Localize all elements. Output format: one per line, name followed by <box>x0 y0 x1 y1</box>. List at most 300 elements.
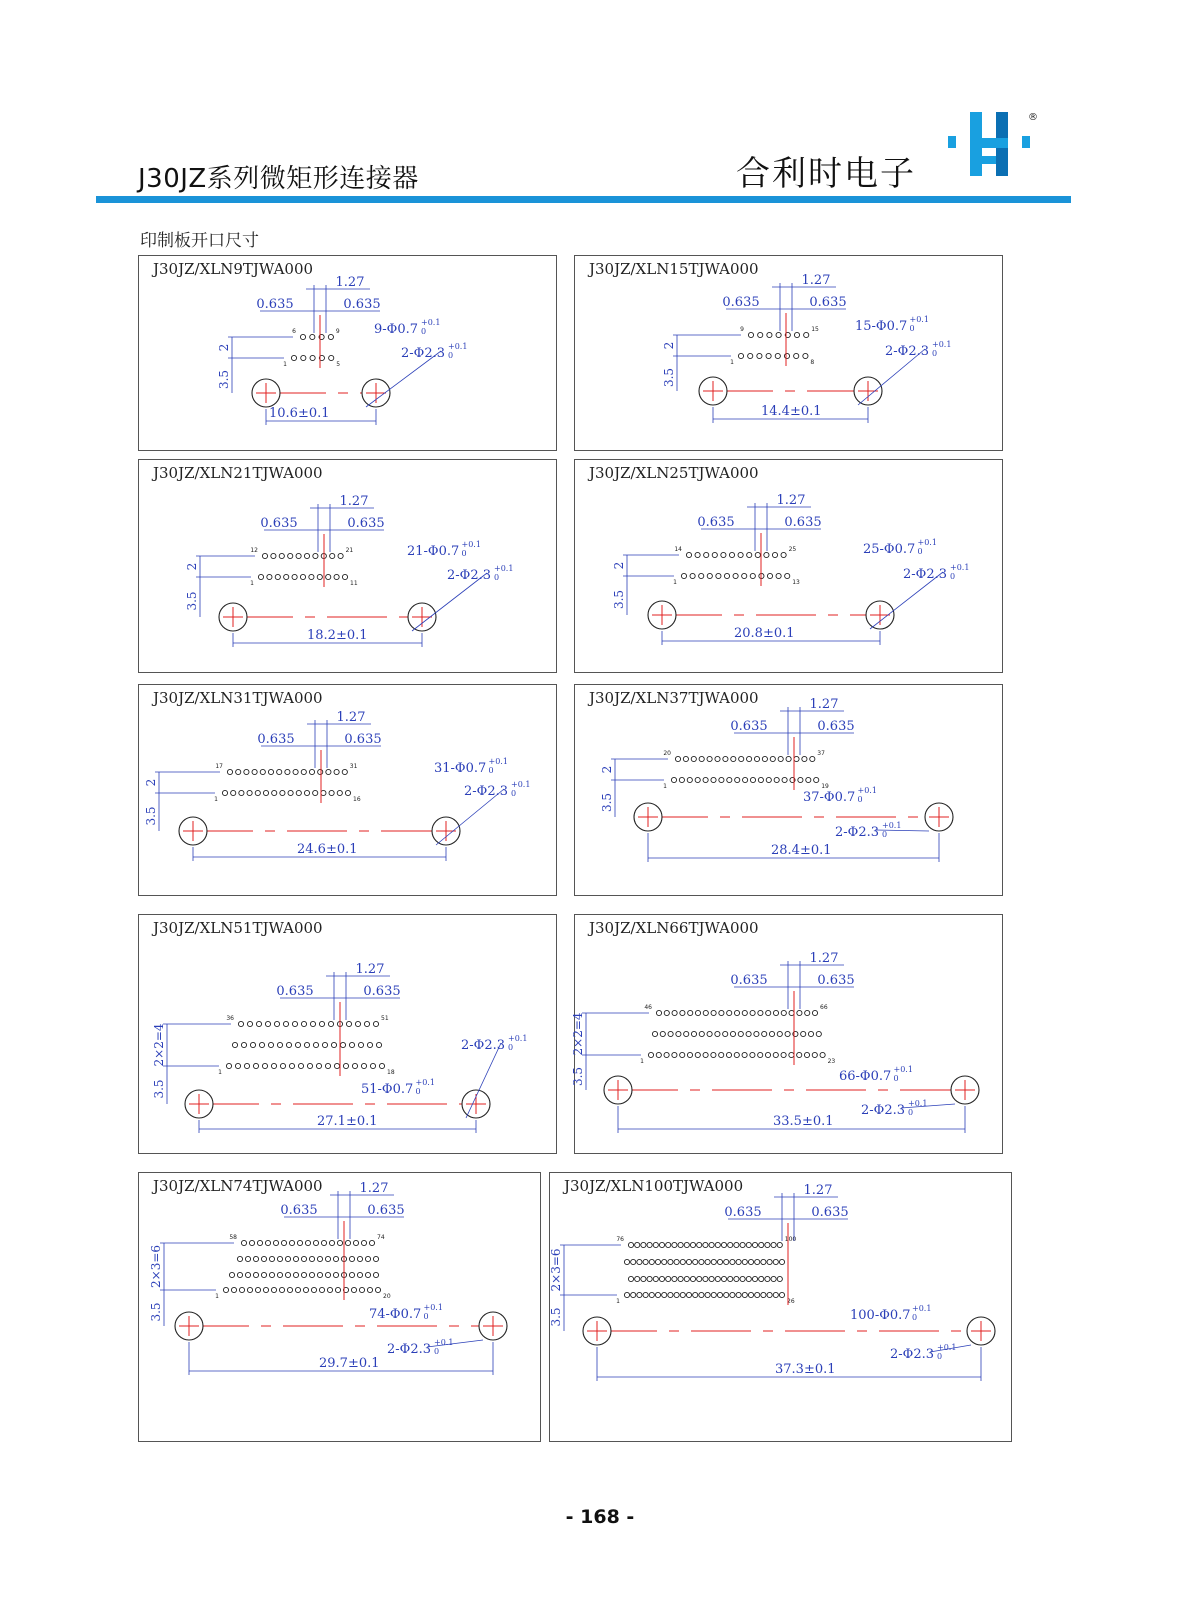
pin-hole <box>767 1292 772 1297</box>
pin-hole <box>369 1240 374 1245</box>
half-pitch-dimension: 0.635 <box>367 1203 405 1218</box>
pin-hole-note: 100-Φ0.7 <box>850 1308 911 1323</box>
tolerance-lower: 0 <box>508 1043 514 1052</box>
tolerance-lower: 0 <box>511 789 517 798</box>
pin-hole <box>715 756 720 761</box>
pin-hole <box>370 1063 375 1068</box>
pin-number-label: 21 <box>345 547 354 554</box>
pin-hole <box>801 1031 806 1036</box>
pin-hole <box>678 1242 683 1247</box>
page-number: - 168 - <box>565 1506 635 1528</box>
pin-number-label: 36 <box>226 1015 234 1022</box>
pin-hole <box>247 1287 252 1292</box>
pin-hole <box>273 1240 278 1245</box>
pin-hole <box>326 769 331 774</box>
mount-hole-note: 2-Φ2.3 <box>461 1038 505 1053</box>
pin-hole <box>695 777 700 782</box>
pin-hole <box>229 1272 234 1277</box>
pin-hole <box>334 1063 339 1068</box>
pin-hole <box>279 1287 284 1292</box>
pitch-dimension: 1.27 <box>359 1181 389 1196</box>
half-pitch-dimension: 0.635 <box>343 297 381 312</box>
pin-hole <box>286 1042 291 1047</box>
pin-hole-note: 51-Φ0.7 <box>361 1082 414 1097</box>
pin-hole <box>680 1259 685 1264</box>
tolerance-lower: 0 <box>893 1074 899 1083</box>
pin-number-label: 20 <box>663 750 671 757</box>
half-pitch-dimension: 0.635 <box>257 732 295 747</box>
pin-hole <box>703 1242 708 1247</box>
pin-number-label: 14 <box>674 546 682 553</box>
pin-hole <box>271 1063 276 1068</box>
row-gap-dimension: 2 <box>185 562 199 571</box>
pin-hole <box>726 1052 731 1057</box>
pin-number-label: 1 <box>730 359 734 366</box>
pin-hole-note: 15-Φ0.7 <box>855 319 908 334</box>
tolerance-lower: 0 <box>932 349 938 358</box>
mount-hole-note: 2-Φ2.3 <box>903 567 947 582</box>
pin-hole <box>268 1042 273 1047</box>
pin-hole <box>329 1240 334 1245</box>
pin-hole <box>750 1052 755 1057</box>
pin-hole <box>313 1240 318 1245</box>
pin-hole <box>247 1021 252 1026</box>
pin-hole <box>736 1292 741 1297</box>
half-pitch-dimension: 0.635 <box>344 732 382 747</box>
pin-hole <box>329 355 334 360</box>
pin-hole <box>736 1259 741 1264</box>
drawing-panel <box>549 1172 1012 1442</box>
pin-hole <box>365 1256 370 1261</box>
pin-hole <box>704 552 709 557</box>
pin-number-label: 26 <box>787 1298 795 1305</box>
pin-hole <box>335 1287 340 1292</box>
tolerance-lower: 0 <box>488 766 494 775</box>
tolerance-lower: 0 <box>423 1312 429 1321</box>
pin-hole <box>757 353 762 358</box>
pin-hole <box>773 1010 778 1015</box>
pin-hole <box>739 756 744 761</box>
pin-hole <box>794 332 799 337</box>
drawing-panel <box>571 914 1003 1154</box>
pin-hole <box>277 1272 282 1277</box>
pin-number-label: 76 <box>616 1236 624 1243</box>
half-pitch-dimension: 0.635 <box>363 984 401 999</box>
tolerance-lower: 0 <box>909 324 915 333</box>
pin-hole <box>316 1063 321 1068</box>
pin-hole <box>353 1240 358 1245</box>
half-pitch-dimension: 0.635 <box>809 295 847 310</box>
pin-hole <box>649 1292 654 1297</box>
pin-hole <box>285 769 290 774</box>
pin-hole <box>295 1287 300 1292</box>
tolerance-upper: +0.1 <box>494 564 514 573</box>
pin-hole <box>300 574 305 579</box>
pin-hole <box>797 1010 802 1015</box>
pin-hole <box>247 790 252 795</box>
edge-dimension: 3.5 <box>144 806 158 826</box>
pin-hole <box>746 1242 751 1247</box>
pin-hole <box>322 1042 327 1047</box>
pin-hole <box>812 1052 817 1057</box>
pin-hole <box>342 574 347 579</box>
edge-dimension: 3.5 <box>662 367 676 388</box>
pin-number-label: 31 <box>349 763 358 770</box>
row-gap-dimension: 2 <box>662 341 676 350</box>
pin-hole <box>307 1063 312 1068</box>
pin-hole <box>338 553 343 558</box>
pin-hole <box>318 769 323 774</box>
pin-hole <box>778 756 783 761</box>
half-pitch-dimension: 0.635 <box>256 297 294 312</box>
pin-number-label: 1 <box>663 783 667 790</box>
pin-hole <box>747 756 752 761</box>
pin-number-label: 66 <box>820 1004 828 1011</box>
pin-hole <box>236 769 241 774</box>
pin-hole <box>300 334 305 339</box>
pin-hole <box>794 353 799 358</box>
tolerance-upper: +0.1 <box>434 1338 454 1347</box>
pin-hole <box>729 552 734 557</box>
pin-hole <box>758 332 763 337</box>
pin-hole <box>738 1031 743 1036</box>
mount-hole-note: 2-Φ2.3 <box>885 344 929 359</box>
pin-hole <box>719 777 724 782</box>
tolerance-upper: +0.1 <box>857 786 877 795</box>
pin-hole <box>731 756 736 761</box>
edge-dimension: 3.5 <box>152 1079 166 1099</box>
header-rule <box>96 196 1071 203</box>
pin-hole <box>740 1276 745 1281</box>
pin-hole <box>262 553 267 558</box>
pcb-cutout-drawing <box>571 915 1002 1153</box>
tolerance-lower: 0 <box>461 549 467 558</box>
pin-hole <box>762 1031 767 1036</box>
pin-hole <box>672 1242 677 1247</box>
pin-hole <box>237 1272 242 1277</box>
pin-hole <box>786 756 791 761</box>
mount-hole-note: 2-Φ2.3 <box>401 346 445 361</box>
pin-hole <box>265 1021 270 1026</box>
pin-hole <box>777 1242 782 1247</box>
tolerance-upper: +0.1 <box>508 1034 528 1043</box>
pin-hole <box>775 353 780 358</box>
pin-hole <box>724 573 729 578</box>
pin-hole <box>309 1256 314 1261</box>
pin-hole <box>637 1292 642 1297</box>
half-pitch-dimension: 0.635 <box>817 719 855 734</box>
pin-hole <box>305 1240 310 1245</box>
pin-hole <box>662 1292 667 1297</box>
pcb-cutout-drawing <box>139 256 556 450</box>
pcb-cutout-drawing <box>575 460 1002 672</box>
pin-number-label: 1 <box>283 361 287 368</box>
pin-hole <box>766 777 771 782</box>
pin-hole <box>784 353 789 358</box>
pin-hole <box>267 574 272 579</box>
pin-number-label: 51 <box>381 1015 389 1022</box>
pin-number-label: 23 <box>827 1058 836 1065</box>
pin-number-label: 12 <box>250 547 258 554</box>
span-dimension: 14.4±0.1 <box>761 404 822 419</box>
pin-hole <box>797 1052 802 1057</box>
pin-hole <box>803 353 808 358</box>
pin-hole <box>274 1021 279 1026</box>
pin-hole <box>664 1052 669 1057</box>
pin-hole <box>349 1256 354 1261</box>
tolerance-lower: 0 <box>448 351 454 360</box>
pin-hole <box>742 573 747 578</box>
row-gap-dimension: 2 <box>144 778 158 787</box>
pin-hole <box>781 552 786 557</box>
pin-hole <box>777 1031 782 1036</box>
pin-hole <box>288 553 293 558</box>
pin-hole <box>289 1063 294 1068</box>
pin-hole <box>279 553 284 558</box>
pin-hole <box>261 1272 266 1277</box>
pin-hole <box>252 769 257 774</box>
pin-hole <box>666 1242 671 1247</box>
pin-hole <box>235 1063 240 1068</box>
pin-hole <box>643 1259 648 1264</box>
pin-hole <box>805 1010 810 1015</box>
pitch-dimension: 1.27 <box>803 1183 833 1198</box>
tolerance-upper: +0.1 <box>415 1078 435 1087</box>
pin-hole <box>748 1259 753 1264</box>
pin-hole <box>676 1031 681 1036</box>
pin-hole <box>766 353 771 358</box>
tolerance-lower: 0 <box>908 1108 914 1117</box>
half-pitch-dimension: 0.635 <box>817 973 855 988</box>
pin-hole <box>293 769 298 774</box>
pin-number-label: 1 <box>250 580 254 587</box>
half-pitch-dimension: 0.635 <box>347 516 385 531</box>
pin-hole <box>329 790 334 795</box>
pin-hole <box>345 1240 350 1245</box>
pin-hole <box>754 756 759 761</box>
pin-number-label: 9 <box>740 326 744 333</box>
pin-hole <box>734 1242 739 1247</box>
drawing-panel <box>138 459 557 673</box>
pin-hole <box>376 1042 381 1047</box>
pin-hole <box>288 790 293 795</box>
pin-hole <box>755 1292 760 1297</box>
pin-hole <box>683 756 688 761</box>
pitch-dimension: 1.27 <box>809 697 839 712</box>
pin-hole <box>697 1242 702 1247</box>
pin-hole <box>333 1272 338 1277</box>
pin-number-label: 20 <box>383 1293 391 1300</box>
pin-hole <box>303 1287 308 1292</box>
pin-hole <box>759 1276 764 1281</box>
pin-hole <box>742 1010 747 1015</box>
pin-number-label: 74 <box>377 1234 385 1241</box>
pin-hole <box>364 1021 369 1026</box>
row-gap-dimension: 2×2=4 <box>152 1023 166 1067</box>
pin-hole <box>668 1259 673 1264</box>
pin-hole <box>232 1042 237 1047</box>
pin-hole <box>730 1292 735 1297</box>
pin-hole <box>361 1063 366 1068</box>
pin-hole <box>635 1242 640 1247</box>
pin-hole <box>686 552 691 557</box>
pin-hole <box>257 1240 262 1245</box>
pin-hole <box>635 1276 640 1281</box>
pin-hole <box>301 1021 306 1026</box>
pin-hole <box>296 790 301 795</box>
pin-hole-note: 37-Φ0.7 <box>803 790 856 805</box>
pin-hole <box>785 573 790 578</box>
tolerance-upper: +0.1 <box>912 1304 932 1313</box>
pin-hole <box>773 1259 778 1264</box>
pin-hole <box>340 1042 345 1047</box>
pin-hole <box>310 334 315 339</box>
pin-hole <box>637 1259 642 1264</box>
pin-hole <box>693 1292 698 1297</box>
half-pitch-dimension: 0.635 <box>730 973 768 988</box>
pin-hole <box>717 1292 722 1297</box>
pin-hole <box>321 790 326 795</box>
model-label: J30JZ/XLN74TJWA000 <box>153 1177 323 1195</box>
pin-hole <box>328 1021 333 1026</box>
drawing-panel <box>574 459 1003 673</box>
pin-hole <box>296 553 301 558</box>
pin-hole <box>690 1276 695 1281</box>
pin-number-label: 19 <box>821 783 829 790</box>
pin-number-label: 16 <box>353 796 361 803</box>
edge-dimension: 3.5 <box>549 1307 563 1327</box>
section-label: 印制板开口尺寸 <box>140 231 259 251</box>
half-pitch-dimension: 0.635 <box>724 1205 762 1220</box>
pin-hole <box>777 1276 782 1281</box>
pin-hole <box>687 1052 692 1057</box>
span-dimension: 27.1±0.1 <box>317 1114 378 1129</box>
row-gap-dimension: 2×3=6 <box>549 1248 563 1292</box>
pin-hole <box>773 1052 778 1057</box>
pin-hole <box>728 1276 733 1281</box>
pin-number-label: 1 <box>640 1058 644 1065</box>
pin-hole <box>647 1276 652 1281</box>
pin-hole <box>703 1010 708 1015</box>
pin-hole <box>256 1021 261 1026</box>
pin-hole <box>806 777 811 782</box>
pin-hole <box>291 355 296 360</box>
pin-hole <box>767 573 772 578</box>
pin-hole <box>693 1259 698 1264</box>
pin-hole <box>342 769 347 774</box>
pin-hole <box>776 332 781 337</box>
pin-hole <box>653 1242 658 1247</box>
pin-hole <box>326 574 331 579</box>
pin-hole <box>808 1031 813 1036</box>
pin-hole <box>748 1292 753 1297</box>
pin-hole <box>375 1287 380 1292</box>
pin-hole <box>631 1292 636 1297</box>
pin-hole <box>293 1256 298 1261</box>
pin-hole <box>735 777 740 782</box>
pin-hole <box>631 1259 636 1264</box>
pitch-dimension: 1.27 <box>776 493 806 508</box>
pin-hole <box>675 756 680 761</box>
pin-hole <box>641 1276 646 1281</box>
pin-number-label: 9 <box>335 328 340 335</box>
pin-hole <box>695 1052 700 1057</box>
pin-hole <box>691 1031 696 1036</box>
pin-hole <box>681 573 686 578</box>
pin-hole <box>672 1010 677 1015</box>
pin-hole <box>779 1259 784 1264</box>
pin-hole <box>272 790 277 795</box>
pin-hole <box>293 1272 298 1277</box>
half-pitch-dimension: 0.635 <box>276 984 314 999</box>
pin-number-label: 17 <box>215 763 223 770</box>
pin-hole <box>231 790 236 795</box>
pin-hole <box>262 1063 267 1068</box>
pin-hole <box>352 1063 357 1068</box>
pin-number-label: 37 <box>817 750 825 757</box>
pin-hole <box>313 790 318 795</box>
pin-number-label: 13 <box>792 579 800 586</box>
pitch-dimension: 1.27 <box>339 494 369 509</box>
pin-hole <box>750 573 755 578</box>
pin-hole <box>686 1259 691 1264</box>
pin-hole <box>734 1010 739 1015</box>
pin-hole <box>734 1276 739 1281</box>
tolerance-upper: +0.1 <box>423 1303 443 1312</box>
pin-hole <box>666 1276 671 1281</box>
pin-hole <box>758 1052 763 1057</box>
pin-hole <box>743 777 748 782</box>
pin-hole <box>711 1010 716 1015</box>
pin-hole <box>764 552 769 557</box>
pin-hole <box>711 1292 716 1297</box>
pcb-cutout-drawing <box>575 256 1002 450</box>
span-dimension: 18.2±0.1 <box>307 628 368 643</box>
tolerance-upper: +0.1 <box>882 821 902 830</box>
edge-dimension: 3.5 <box>185 591 199 611</box>
pin-hole <box>655 1259 660 1264</box>
pin-hole <box>709 1276 714 1281</box>
row-gap-dimension: 2 <box>612 561 626 570</box>
pin-hole <box>740 1242 745 1247</box>
pin-hole <box>705 1259 710 1264</box>
drawing-panel <box>574 255 1003 451</box>
pin-hole <box>711 1259 716 1264</box>
pin-hole <box>309 574 314 579</box>
pin-hole <box>285 1272 290 1277</box>
pin-hole <box>664 1010 669 1015</box>
pin-hole <box>624 1292 629 1297</box>
pin-hole <box>668 1031 673 1036</box>
pin-hole <box>779 1292 784 1297</box>
pin-hole <box>277 1256 282 1261</box>
pin-hole <box>719 1052 724 1057</box>
pin-hole <box>337 790 342 795</box>
svg-text:®: ® <box>1028 112 1038 123</box>
pin-hole <box>754 1031 759 1036</box>
pin-hole <box>782 777 787 782</box>
pin-hole <box>301 1256 306 1261</box>
pin-hole <box>719 1010 724 1015</box>
pin-hole <box>695 552 700 557</box>
pin-hole <box>334 769 339 774</box>
pin-hole <box>766 1010 771 1015</box>
pin-hole <box>245 1256 250 1261</box>
pin-hole <box>271 1287 276 1292</box>
pin-hole <box>309 769 314 774</box>
half-pitch-dimension: 0.635 <box>730 719 768 734</box>
pin-hole <box>738 353 743 358</box>
